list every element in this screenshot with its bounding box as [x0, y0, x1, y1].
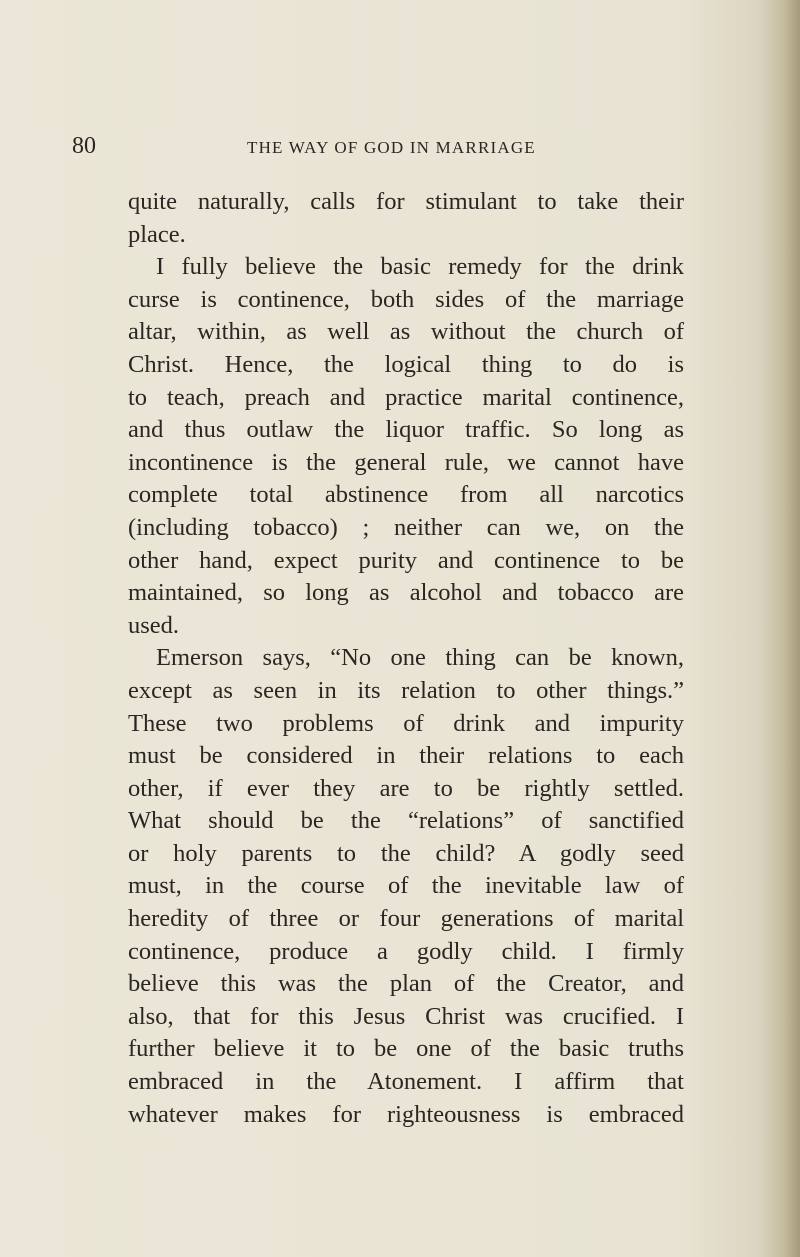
page-number: 80 [72, 133, 96, 159]
text-line: other hand, expect purity and continence to be [128, 546, 684, 574]
text-line: other, if ever they are to be rightly settled. [128, 774, 684, 802]
text-line: whatever makes for righteousness is embraced [128, 1100, 684, 1128]
running-head: THE WAY OF GOD IN MARRIAGE [247, 138, 536, 157]
text-line: also, that for this Jesus Christ was crucified. I [128, 1002, 684, 1030]
text-line: heredity of three or four generations of marital [128, 905, 684, 933]
text-line: altar, within, as well as without the church of [128, 318, 684, 346]
text-line: What should be the “relations” of sanctified [128, 807, 684, 835]
text-line: I fully believe the basic remedy for the drink [156, 253, 684, 281]
text-line: quite naturally, calls for stimulant to take their [128, 188, 684, 215]
text-line: curse is continence, both sides of the marriage [128, 285, 684, 313]
text-line: These two problems of drink and impurity [128, 709, 684, 737]
text-line: complete total abstinence from all narcotics [128, 481, 684, 509]
text-line: maintained, so long as alcohol and tobacco are [128, 579, 684, 607]
body-text [128, 186, 684, 1131]
text-line: and thus outlaw the liquor traffic. So long as [128, 416, 684, 444]
text-line: to teach, preach and practice marital continence, [128, 383, 684, 411]
text-line: place. [128, 220, 186, 248]
text-line: or holy parents to the child? A godly seed [128, 839, 684, 867]
text-line: believe this was the plan of the Creator, and [128, 970, 684, 998]
text-line: (including tobacco) ; neither can we, on the [128, 513, 684, 541]
page-edge-shadow [760, 0, 800, 1257]
text-line: further believe it to be one of the basic truths [128, 1035, 684, 1063]
text-line: Emerson says, “No one thing can be known, [156, 644, 684, 672]
page-header [72, 132, 692, 168]
text-line: except as seen in its relation to other things.” [128, 676, 684, 704]
text-line: embraced in the Atonement. I affirm that [128, 1068, 684, 1096]
text-line: must, in the course of the inevitable law of [128, 872, 684, 900]
text-line: continence, produce a godly child. I firmly [128, 937, 684, 965]
text-line: must be considered in their relations to each [128, 742, 684, 770]
text-line: incontinence is the general rule, we cannot have [128, 448, 684, 476]
text-line: Christ. Hence, the logical thing to do is [128, 350, 684, 378]
text-line: used. [128, 611, 180, 639]
